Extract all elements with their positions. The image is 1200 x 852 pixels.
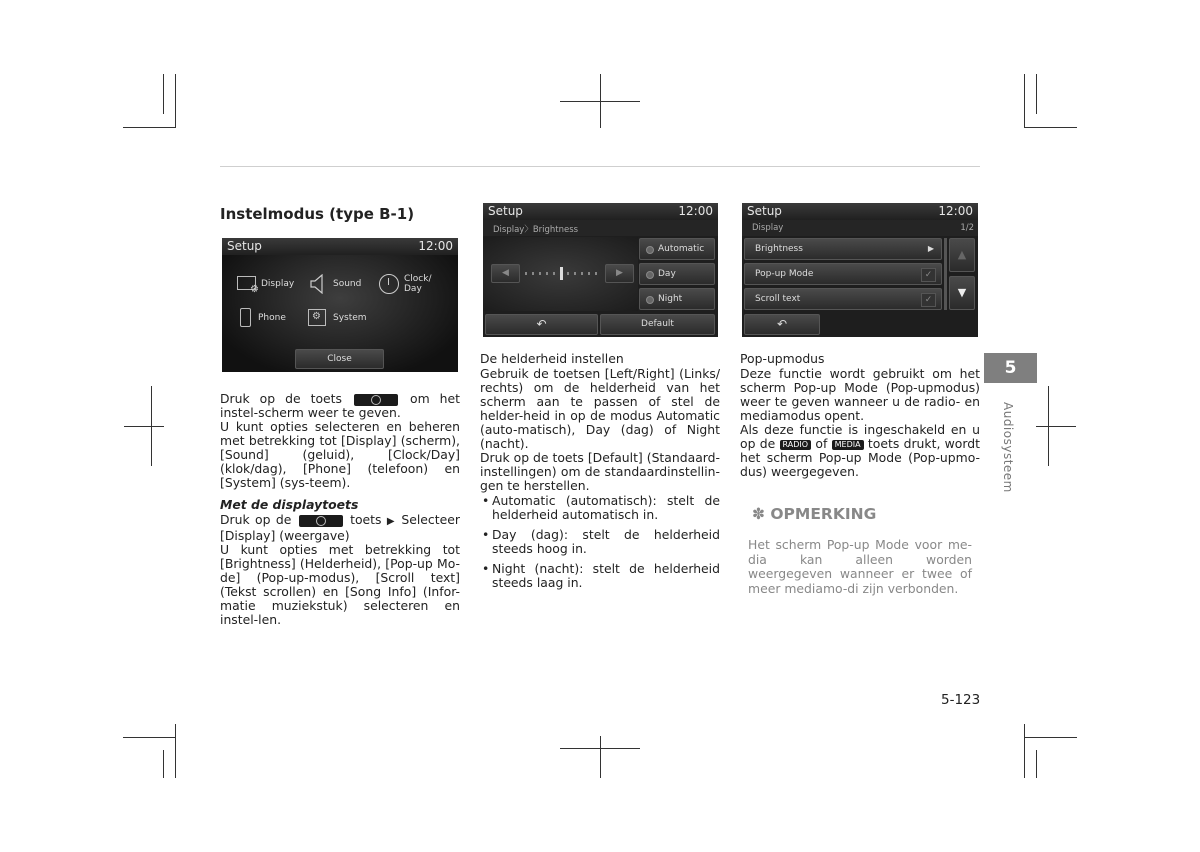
- menu-item-clock[interactable]: [404, 274, 431, 294]
- list-item-brightness[interactable]: [744, 238, 942, 260]
- breadcrumb: [483, 220, 718, 236]
- menu-item-sound[interactable]: Sound: [333, 279, 362, 289]
- setup-screen: [222, 238, 458, 372]
- column-right: [740, 352, 980, 479]
- media-key: MEDIA: [832, 440, 864, 450]
- radio-dot-icon: [646, 246, 654, 254]
- screen-title: Setup: [488, 204, 523, 218]
- radio-dot-icon: [646, 296, 654, 304]
- menu-item-system[interactable]: System: [333, 313, 367, 323]
- setup-key-icon: [354, 394, 398, 406]
- screen-clock: 12:00: [938, 204, 973, 218]
- back-arrow-icon: ↶: [776, 317, 788, 331]
- list-item-popup-mode[interactable]: [744, 263, 942, 285]
- brightness-right-button[interactable]: ▶: [605, 264, 634, 283]
- paragraph: [740, 423, 980, 479]
- crop-mark: [1024, 127, 1077, 128]
- crop-mark: [1036, 74, 1037, 114]
- paragraph: Druk op de toets [Default] (Standaard-instellingen) om de standaardinstellin-gen te herstellen.: [480, 450, 720, 493]
- list-item: • Night (nacht): stelt de helderheid steeds laag in.: [480, 562, 720, 590]
- list-item: • Automatic (automatisch): stelt de helderheid automatisch in.: [480, 494, 720, 522]
- screen-title: Setup: [227, 239, 262, 253]
- clock-label-line1: Clock/: [404, 274, 432, 284]
- option-label: Day: [658, 269, 676, 279]
- option-automatic[interactable]: [639, 238, 715, 260]
- chapter-number: 5: [984, 353, 1037, 383]
- screen-title-bar: [483, 203, 718, 220]
- text: of: [815, 436, 828, 451]
- crop-mark: [1024, 724, 1025, 778]
- option-label: Automatic: [658, 244, 705, 254]
- setup-key-icon: [299, 515, 343, 527]
- paragraph: U kunt opties selecteren en beheren met betrekking tot [Display] (scherm), [Sound] (geluid), [Clock/Day] (klok/dag), [Phone] (telefoon) en [System] (sys-teem).: [220, 419, 460, 490]
- crop-mark: [1024, 74, 1025, 128]
- text: Druk op de: [220, 512, 292, 527]
- list-item: • Day (dag): stelt de helderheid steeds hoog in.: [480, 528, 720, 556]
- crop-mark: [123, 127, 176, 128]
- default-button[interactable]: [600, 314, 715, 335]
- scroll-down-button[interactable]: ▼: [949, 276, 975, 310]
- breadcrumb-text: Display〉Brightness: [493, 225, 579, 235]
- paragraph: U kunt opties met betrekking tot [Brightness] (Helderheid), [Pop-up Mo-de] (Pop-up-modus), [Scroll text] (Tekst scrollen) en [Song Info] (Infor-matie muziekstuk) selecteren en instel-len.: [220, 542, 460, 627]
- back-button[interactable]: [485, 314, 598, 335]
- speaker-icon: [310, 274, 326, 298]
- subheading: Pop-upmodus: [740, 351, 825, 366]
- arrow-right-icon: ▶: [927, 244, 934, 253]
- arrow-right-icon: ▶: [386, 516, 396, 527]
- screen-subtitle-bar: [742, 220, 978, 236]
- list-item-label: Brightness: [755, 244, 803, 254]
- list-item-label: Pop-up Mode: [755, 269, 814, 279]
- screen-title-bar: [222, 238, 458, 255]
- paragraph: Deze functie wordt gebruikt om het scherm Pop-up Mode (Pop-upmodus) weer te geven wanneer u de radio- en mediamodus opent.: [740, 366, 980, 423]
- screen-clock: 12:00: [678, 204, 713, 218]
- clock-icon: [379, 274, 399, 294]
- crop-mark: [1036, 426, 1076, 427]
- close-label: Close: [327, 354, 352, 364]
- checkbox-icon[interactable]: ✓: [921, 293, 936, 307]
- bullet-list: [480, 494, 720, 590]
- screen-subtitle: Display: [752, 223, 784, 233]
- crop-mark: [163, 750, 164, 778]
- page-indicator: 1/2: [960, 223, 974, 233]
- text: Als deze functie is ingeschakeld en u op de: [740, 422, 980, 451]
- crop-mark: [163, 74, 164, 114]
- crop-mark: [1036, 750, 1037, 778]
- phone-icon: [240, 308, 251, 327]
- option-day[interactable]: [639, 263, 715, 285]
- section-title: Instelmodus (type B-1): [220, 205, 415, 223]
- crop-mark: [1024, 737, 1077, 738]
- menu-item-phone[interactable]: Phone: [258, 313, 286, 323]
- list-item-scroll-text[interactable]: [744, 288, 942, 310]
- page-number: 5-123: [941, 692, 981, 708]
- brightness-slider[interactable]: [525, 267, 600, 280]
- crop-mark: [600, 736, 601, 778]
- column-left: [220, 392, 460, 627]
- paragraph: [220, 392, 460, 420]
- crop-mark: [123, 737, 176, 738]
- menu-item-display[interactable]: Display: [261, 279, 295, 289]
- crop-mark: [175, 74, 176, 128]
- screen-clock: 12:00: [418, 239, 453, 253]
- scrollbar[interactable]: [944, 238, 947, 310]
- header-rule: [220, 166, 980, 167]
- crop-mark: [124, 426, 164, 427]
- gear-icon: ⚙: [312, 311, 321, 322]
- option-night[interactable]: [639, 288, 715, 310]
- text: toets drukt, wordt het scherm Pop-up Mode (Pop-upmo-dus) weergegeven.: [740, 436, 980, 479]
- chapter-title: Audiosysteem: [1001, 402, 1015, 493]
- text: toets: [350, 512, 382, 527]
- note-title: ✽ OPMERKING: [752, 505, 877, 523]
- checkbox-icon[interactable]: ✓: [921, 268, 936, 282]
- brightness-left-button[interactable]: ◀: [491, 264, 520, 283]
- note-body: Het scherm Pop-up Mode voor me-dia kan alleen worden weergegeven wanneer er twee of meer mediamo-di zijn verbonden.: [748, 537, 972, 596]
- slider-thumb[interactable]: [560, 267, 563, 280]
- crop-mark: [175, 724, 176, 778]
- scroll-up-button[interactable]: ▲: [949, 238, 975, 272]
- text: om het instel-scherm weer te geven.: [220, 391, 460, 420]
- back-arrow-icon: ↶: [536, 317, 547, 331]
- paragraph: Gebruik de toetsen [Left/Right] (Links/ rechts) om de helderheid van het scherm aan te passen of stel de helder-heid in op de modus Automatic (auto-matisch), Day (dag) of Night (nacht).: [480, 366, 720, 451]
- back-button[interactable]: [744, 314, 820, 335]
- list-item-label: Scroll text: [755, 294, 801, 304]
- radio-dot-icon: [646, 271, 654, 279]
- clock-label-line2: Day: [404, 284, 422, 294]
- subheading: Met de displaytoets: [220, 497, 359, 512]
- option-label: Night: [658, 294, 683, 304]
- crop-mark: [560, 101, 640, 102]
- close-button[interactable]: [295, 349, 384, 369]
- radio-key: RADIO: [780, 440, 812, 450]
- default-label: Default: [641, 319, 674, 329]
- crop-mark: [560, 748, 640, 749]
- gear-icon: ⚙: [250, 284, 259, 295]
- brightness-screen: [483, 203, 718, 337]
- text: Selecteer [Display] (weergave): [220, 512, 460, 543]
- text: Druk op de toets: [220, 391, 342, 406]
- display-screen: [742, 203, 978, 337]
- subheading: De helderheid instellen: [480, 351, 624, 366]
- paragraph: [220, 513, 460, 543]
- screen-title-bar: [742, 203, 978, 220]
- column-middle: [480, 352, 720, 596]
- screen-title: Setup: [747, 204, 782, 218]
